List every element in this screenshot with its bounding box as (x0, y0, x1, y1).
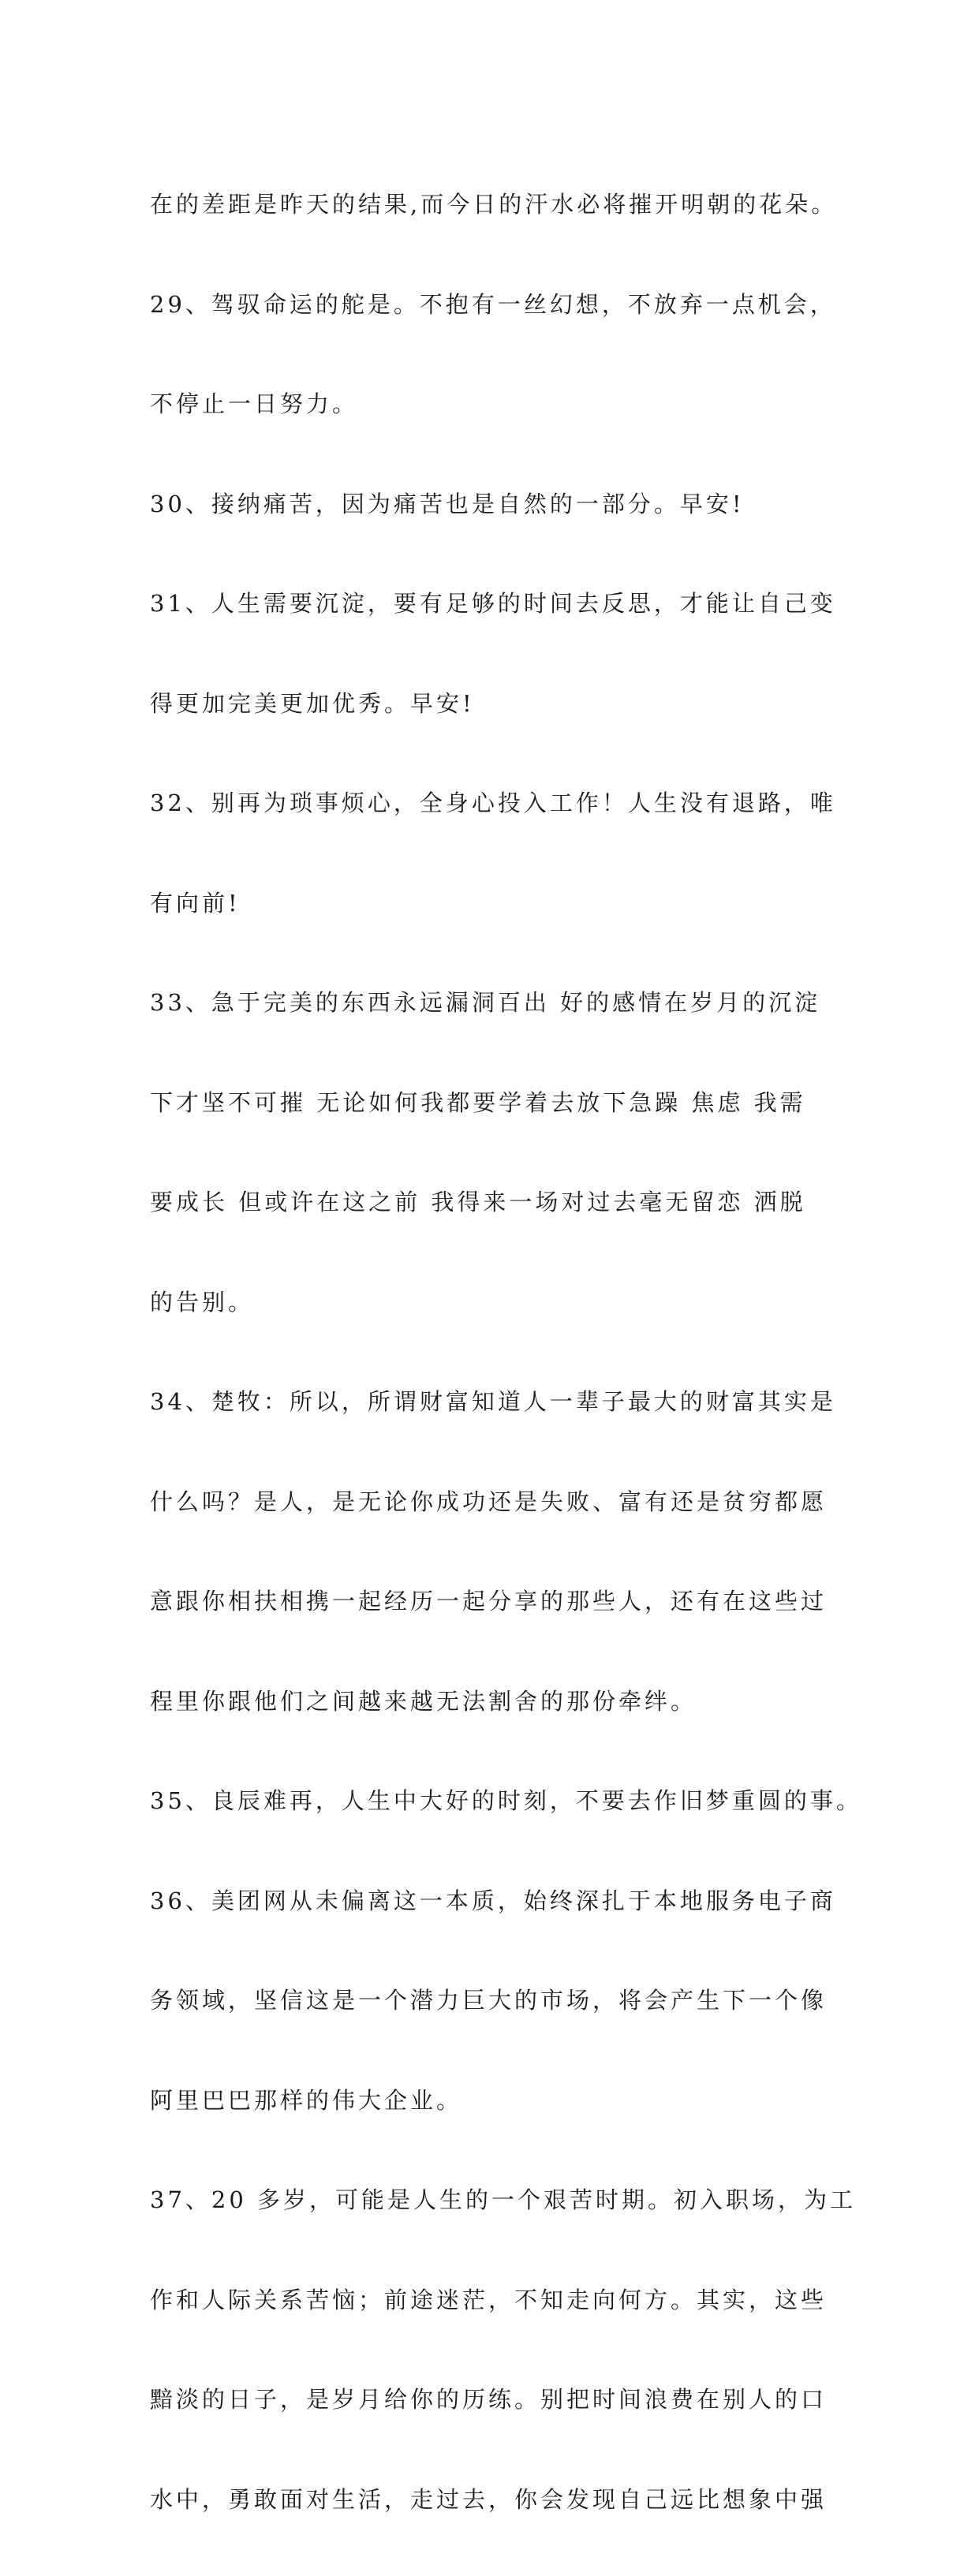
text-line: 在的差距是昨天的结果,而今日的汗水必将摧开明朝的花朵。 (150, 191, 838, 218)
document-body (150, 128, 860, 2576)
text-line: 29、驾驭命运的舵是。不抱有一丝幻想，不放弃一点机会， (150, 290, 836, 318)
text-line: 不停止一日努力。 (150, 390, 359, 417)
text-line: 35、良辰难再，人生中大好的时刻，不要去作旧梦重圆的事。 (150, 1787, 862, 1814)
text-line: 水中，勇敢面对生活，走过去，你会发现自己远比想象中强 (150, 2485, 828, 2513)
text-line: 37、20 多岁，可能是人生的一个艰苦时期。初入职场，为工 (150, 2186, 857, 2213)
text-line: 30、接纳痛苦，因为痛苦也是自然的一部分。早安! (150, 490, 745, 517)
text-line: 有向前! (150, 889, 241, 917)
text-line: 程里你跟他们之间越来越无法割舍的那份牵绊。 (150, 1687, 697, 1715)
text-line: 32、别再为琐事烦心，全身心投入工作！人生没有退路，唯 (150, 790, 836, 816)
text-line: 作和人际关系苦恼；前途迷茫，不知走向何方。其实，这些 (150, 2286, 828, 2313)
text-line: 黯淡的日子，是岁月给你的历练。别把时间浪费在别人的口 (150, 2386, 828, 2413)
text-line: 34、楚牧：所以，所谓财富知道人一辈子最大的财富其实是 (150, 1388, 836, 1415)
text-line: 36、美团网从未偏离这一本质，始终深扎于本地服务电子商 (150, 1887, 836, 1914)
text-line: 31、人生需要沉淀，要有足够的时间去反思，才能让自己变 (150, 590, 836, 617)
text-line: 下才坚不可摧 无论如何我都要学着去放下急躁 焦虑 我需 (150, 1088, 806, 1116)
text-line: 33、急于完美的东西永远漏洞百出 好的感情在岁月的沉淀 (150, 989, 821, 1016)
text-line: 得更加完美更加优秀。早安! (150, 689, 475, 717)
text-line: 务领域，坚信这是一个潜力巨大的市场，将会产生下一个像 (150, 1987, 828, 2014)
text-line: 阿里巴巴那样的伟大企业。 (150, 2086, 463, 2114)
text-line: 的告别。 (150, 1288, 255, 1316)
text-line: 什么吗？是人，是无论你成功还是失败、富有还是贫穷都愿 (150, 1488, 828, 1515)
text-line: 意跟你相扶相携一起经历一起分享的那些人，还有在这些过 (150, 1588, 828, 1615)
text-line: 要成长 但或许在这之前 我得来一场对过去毫无留恋 洒脱 (150, 1189, 806, 1215)
